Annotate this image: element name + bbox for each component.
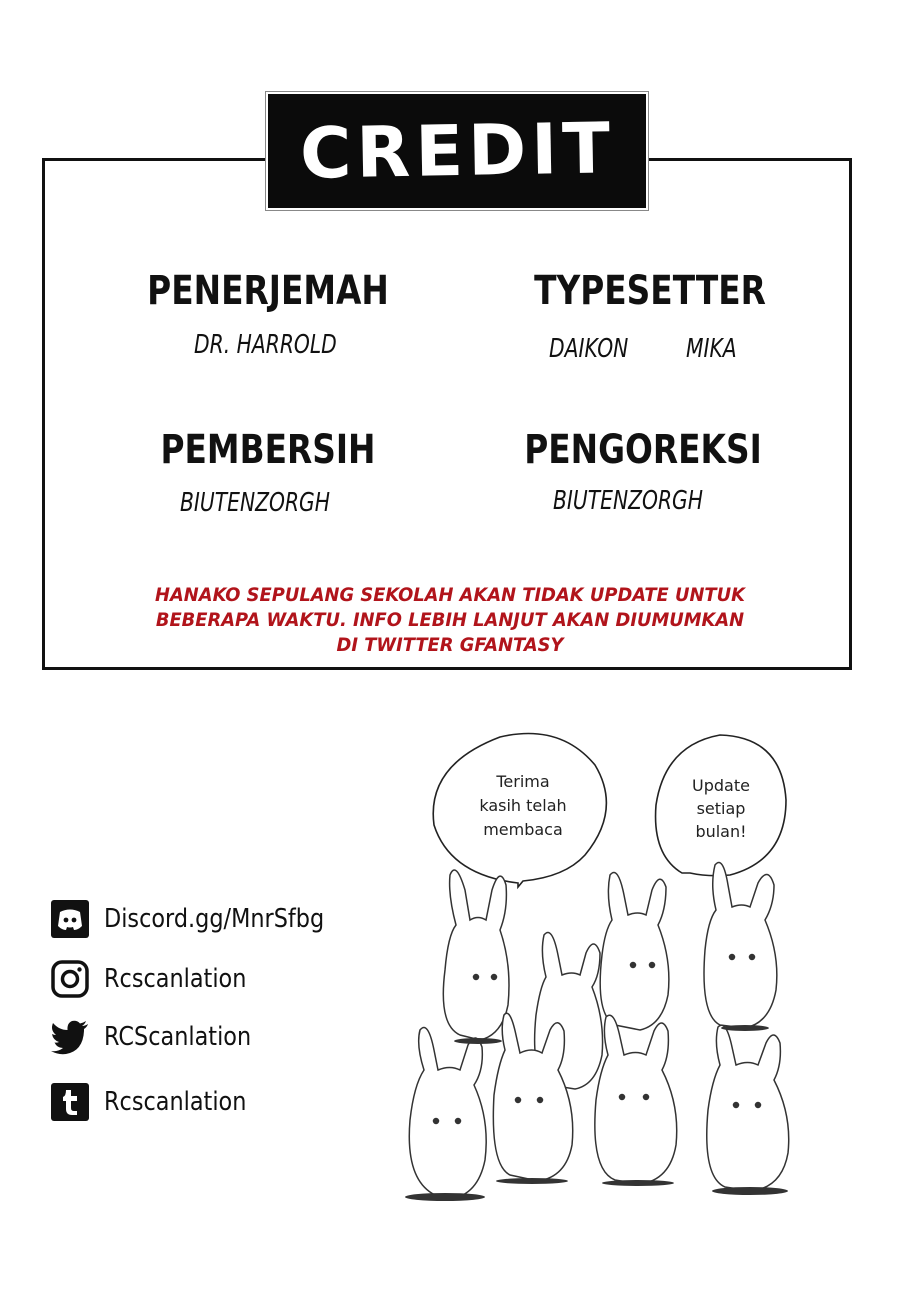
- bubble-left-line: membaca: [483, 820, 563, 839]
- typesetter-name-1: DAIKON: [549, 334, 629, 364]
- bunny-illustration: [390, 725, 820, 1215]
- bunny: [409, 1028, 486, 1200]
- update-notice: [121, 583, 779, 658]
- discord-label[interactable]: Discord.gg/MnrSfbg: [104, 904, 325, 934]
- typesetter-name-2: MIKA: [686, 334, 737, 364]
- bubble-left-line: Terima: [496, 772, 550, 791]
- instagram-icon: [50, 959, 90, 999]
- typesetter-role: TYPESETTER: [534, 268, 766, 314]
- bunny: [443, 870, 509, 1040]
- title-box: [266, 92, 648, 210]
- bubble-right-line: Update: [692, 776, 750, 795]
- speech-bubble-left: [433, 734, 606, 888]
- translator-role: PENERJEMAH: [147, 268, 389, 314]
- tumblr-label[interactable]: Rcscanlation: [104, 1087, 247, 1117]
- cleaner-role: PEMBERSIH: [160, 427, 376, 473]
- proofreader-role: PENGOREKSI: [524, 427, 762, 473]
- social-twitter[interactable]: [50, 1017, 275, 1057]
- bunny: [595, 1015, 677, 1184]
- translator-name: DR. HARROLD: [194, 330, 337, 360]
- notice-line: BEBERAPA WAKTU. INFO LEBIH LANJUT AKAN DIUMUMKAN: [155, 609, 745, 631]
- bunny: [704, 863, 777, 1029]
- tumblr-icon: [50, 1082, 90, 1122]
- social-instagram[interactable]: [50, 959, 270, 999]
- cleaner-name: BIUTENZORGH: [180, 488, 331, 518]
- notice-line: DI TWITTER GFANTASY: [336, 634, 564, 656]
- bunny: [707, 1025, 789, 1191]
- discord-icon: [50, 899, 90, 939]
- instagram-label[interactable]: Rcscanlation: [104, 964, 247, 994]
- bunny-group: [409, 863, 788, 1200]
- bubble-right-line: bulan!: [695, 822, 747, 841]
- twitter-label[interactable]: RCScanlation: [104, 1022, 252, 1052]
- page-title: CREDIT: [298, 107, 616, 195]
- bunny: [600, 873, 669, 1031]
- twitter-icon: [50, 1017, 90, 1057]
- speech-bubble-right: [656, 735, 786, 876]
- social-discord[interactable]: [50, 899, 360, 939]
- bunny: [493, 1013, 572, 1181]
- notice-line: HANAKO SEPULANG SEKOLAH AKAN TIDAK UPDATE UNTUK: [155, 584, 745, 606]
- bubble-left-line: kasih telah: [479, 796, 567, 815]
- social-tumblr[interactable]: [50, 1082, 270, 1122]
- proofreader-name: BIUTENZORGH: [553, 486, 704, 516]
- bubble-right-line: setiap: [696, 799, 746, 818]
